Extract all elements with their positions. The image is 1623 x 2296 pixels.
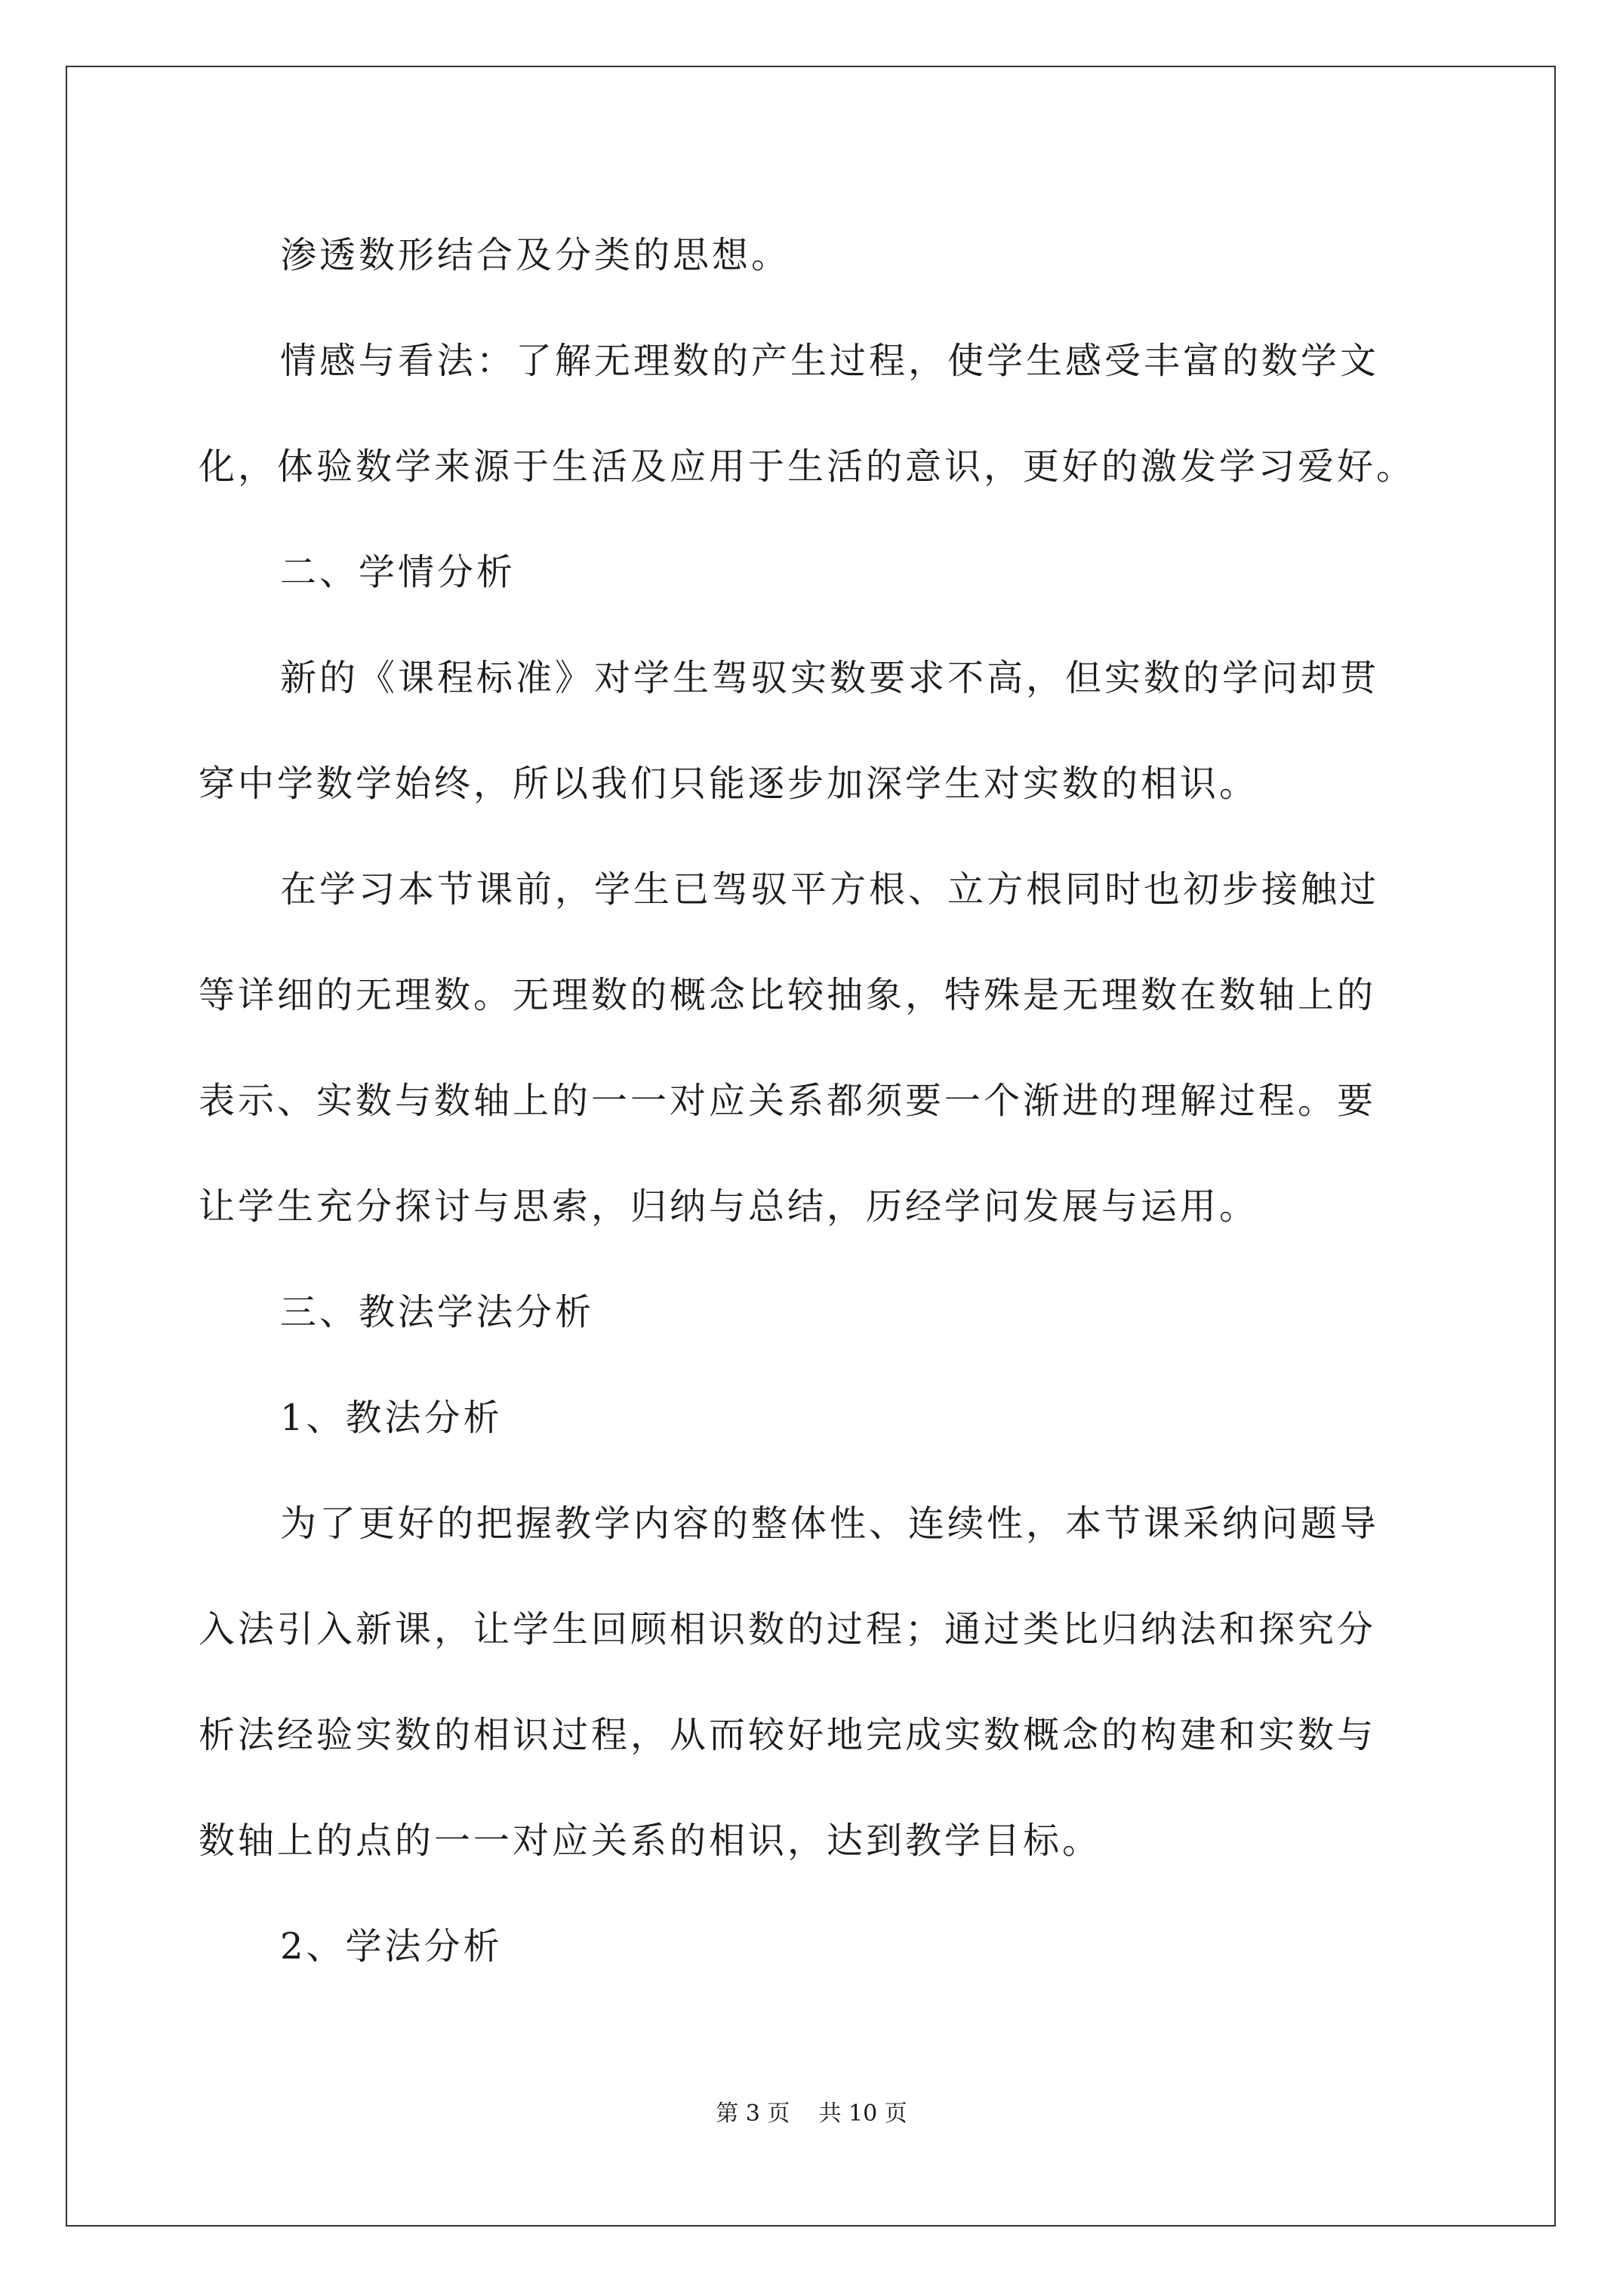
body-line-7: 在学习本节课前，学生已驾驭平方根、立方根同时也初步接触过 <box>280 868 1380 911</box>
body-line-3: 化，体验数学来源于生活及应用于生活的意识，更好的激发学习爱好。 <box>199 445 1416 488</box>
body-line-16: 数轴上的点的一一对应关系的相识，达到教学目标。 <box>199 1820 1102 1862</box>
body-line-2: 情感与看法：了解无理数的产生过程，使学生感受丰富的数学文 <box>280 340 1380 382</box>
subheading-teaching-method: 1、教法分析 <box>280 1397 503 1439</box>
page-number-footer: 第 3 页 共 10 页 <box>716 2100 907 2127</box>
body-line-10: 让学生充分探讨与思索，归纳与总结，历经学问发展与运用。 <box>199 1185 1259 1228</box>
section-heading-3: 三、教法学法分析 <box>280 1291 595 1333</box>
body-line-13: 为了更好的把握教学内容的整体性、连续性，本节课采纳问题导 <box>280 1502 1380 1545</box>
body-line-1: 渗透数形结合及分类的思想。 <box>280 234 791 276</box>
page-border <box>66 66 1556 2227</box>
body-line-6: 穿中学数学始终，所以我们只能逐步加深学生对实数的相识。 <box>199 763 1259 805</box>
body-line-8: 等详细的无理数。无理数的概念比较抽象，特殊是无理数在数轴上的 <box>199 974 1377 1016</box>
subheading-learning-method: 2、学法分析 <box>280 1925 503 1968</box>
body-line-5: 新的《课程标准》对学生驾驭实数要求不高，但实数的学问却贯 <box>280 657 1380 699</box>
body-line-15: 析法经验实数的相识过程，从而较好地完成实数概念的构建和实数与 <box>199 1714 1377 1756</box>
section-heading-2: 二、学情分析 <box>280 551 516 593</box>
body-line-14: 入法引入新课，让学生回顾相识数的过程；通过类比归纳法和探究分 <box>199 1608 1377 1650</box>
body-line-9: 表示、实数与数轴上的一一对应关系都须要一个渐进的理解过程。要 <box>199 1080 1377 1122</box>
